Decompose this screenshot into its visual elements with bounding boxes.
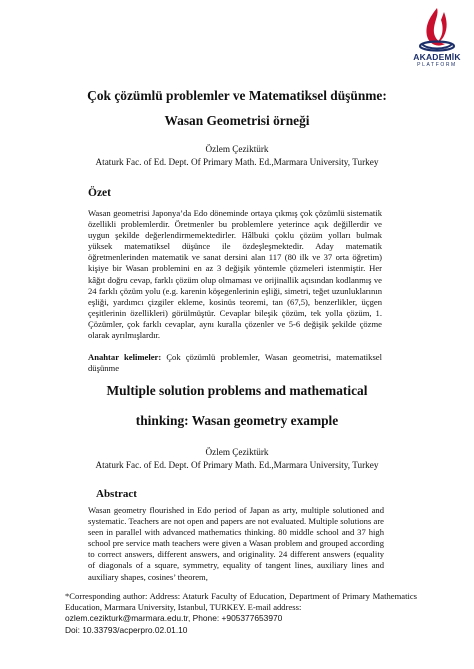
ozet-text: Wasan geometrisi Japonya’da Edo döneminde ortaya çıkmış çok çözümlü sistematik özellikli problemlerdir. Öretmenler bu problemlere yeterince açık değillerdir ve uygun şekilde değerlendirmemektedirler. Hâlbuki çoklu çözüm yolları bulmak yüksek matematiksel düşünce ile özdeşleşmektedir. Aday matematik öğretmenlerinden matematik ve sanat dersini alan 117 (80 ilk ve 37 orta öğretim) kişiye bir Wasan problemini en az 3 değişik yöntemle çözmeleri istenmiştir. Her kâğıt doğru cevap, farklı çözüm olup olmaması ve orijinallik açısından kodlanmış ve 24 farklı çözüm yolu (e.g. karenin köşegenlerinin eşliği, simetri, teğet uzunluklarının eşliği, yardımcı çizgiler ekleme, kosinüs teoremi, tan (67,5), benzerlikler, üçgen çeşitlerinin özellikleri) görülmüştür. Cevaplar bileşik çözüm, tek yolla çözüm, 1. Çözümler, çok farklı cevaplar, aynı kuralla çözenler ve 5-6 değişik şekilde çözme olarak ayrılmışlardır. [88,208,382,341]
logo-emblem-icon [417,6,457,52]
keywords-text: Çok çözümlü problemler, Wasan geometrisi, matematiksel düşünme [88,352,383,374]
logo-brand-text: AKADEMİK [413,52,461,62]
english-author: Özlem Çeziktürk [205,447,269,457]
akademik-platform-logo [408,6,466,74]
english-title [40,376,434,436]
abstract-heading: Abstract [96,488,137,500]
english-affiliation: Ataturk Fac. of Ed. Dept. Of Primary Math. Ed.,Marmara University, Turkey [95,460,379,470]
corresponding-author-footnote [65,591,417,624]
doi-text: Doi: 10.33793/acperpro.02.01.10 [65,625,188,635]
keywords-label: Anahtar kelimeler: [88,352,162,362]
english-title-line-1: Multiple solution problems and mathematical [106,383,368,398]
english-title-line-2: thinking: Wasan geometry example [135,413,339,428]
logo-sub-text: PLATFORM [417,62,457,68]
turkish-author: Özlem Çeziktürk [205,144,269,154]
turkish-affiliation: Ataturk Fac. of Ed. Dept. Of Primary Math. Ed.,Marmara University, Turkey [95,157,379,167]
abstract-text: Wasan geometry flourished in Edo period of Japan as arty, multiple solutioned and systematic. Teachers are not open and papers are not evaluated. Multiple solutions are seen in parallel with advanced mathematics thinking. 80 middle school and 37 high school pre service math teachers were given a Wasan problem and grouped according to correct answers, different answers, and originality. 24 different answers (equality of diagonals of a square, symmetry, equality of tangent lines, auxiliary lines and auxiliary shapes, cosines’ theorem, [88,505,384,582]
ozet-heading: Özet [88,187,111,199]
turkish-title-line-1: Çok çözümlü problemler ve Matematiksel düşünme: [87,88,387,103]
turkish-title-line-2: Wasan Geometrisi örneği [164,113,310,128]
turkish-title [40,83,434,133]
footnote-contact: ozlem.cezikturk@marmara.edu.tr, Phone: +905377653970 [65,613,283,623]
footnote-text: *Corresponding author: Address: Ataturk Faculty of Education, Department of Primary Mathematics Education, Marmara University, Istanbul, TURKEY. E-mail address: [65,591,417,612]
turkish-keywords [88,352,382,374]
